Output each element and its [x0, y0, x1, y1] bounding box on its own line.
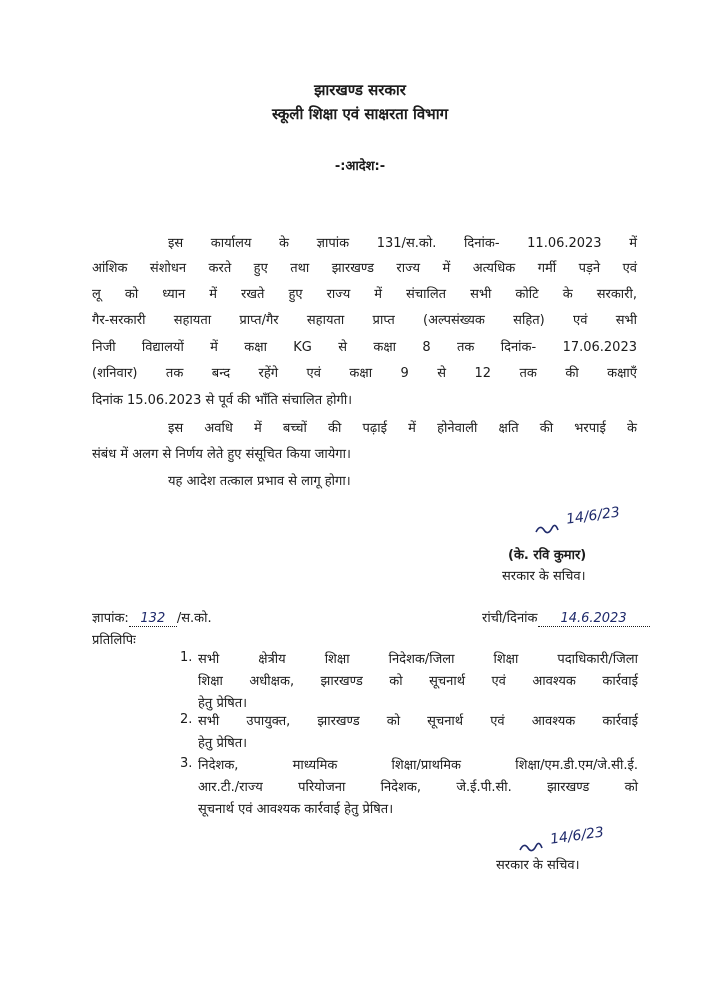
copy-item-number: 3.	[180, 756, 193, 771]
memo-date: 14.6.2023	[538, 611, 650, 627]
para1-line: लू को ध्यान में रखते हुए राज्य में संचालित सभी कोटि के सरकारी,	[92, 287, 637, 302]
place-date-label: रांची/दिनांक	[482, 611, 538, 626]
para1-line: (शनिवार) तक बन्द रहेंगे एवं कक्षा 9 से 12 तक की कक्षाएँ	[92, 366, 637, 381]
signatory-designation: सरकार के सचिव।	[502, 569, 586, 584]
para1-line: गैर-सरकारी सहायता प्राप्त/गैर सहायता प्राप्त (अल्पसंख्यक सहित) एवं सभी	[92, 313, 637, 328]
copy-item-line: निदेशक, माध्यमिक शिक्षा/प्राथमिक शिक्षा/एम.डी.एम/जे.सी.ई.	[198, 758, 638, 773]
copy-item-line: हेतु प्रेषित।	[198, 736, 248, 751]
signatory-name: (के. रवि कुमार)	[508, 548, 587, 563]
memo-reference	[92, 608, 212, 627]
para3-line: यह आदेश तत्काल प्रभाव से लागू होगा।	[168, 474, 351, 489]
para2-line: इस अवधि में बच्चों की पढ़ाई में होनेवाली क्षति की भरपाई के	[168, 421, 637, 436]
copy-item-line: सभी क्षेत्रीय शिक्षा निदेशक/जिला शिक्षा पदाधिकारी/जिला	[198, 652, 638, 667]
para1-line: आंशिक संशोधन करते हुए तथा झारखण्ड राज्य में अत्यधिक गर्मी पड़ने एवं	[92, 261, 637, 276]
para2-line: संबंध में अलग से निर्णय लेते हुए संसूचित किया जायेगा।	[92, 447, 351, 462]
copy-item-line: शिक्षा अधीक्षक, झारखण्ड को सूचनार्थ एवं आवश्यक कार्रवाई	[198, 674, 638, 689]
para1-line: इस कार्यालय के ज्ञापांक 131/स.को. दिनांक- 11.06.2023 में	[168, 236, 637, 251]
copy-item-line: सभी उपायुक्त, झारखण्ड को सूचनार्थ एवं आवश्यक कार्रवाई	[198, 714, 638, 729]
copy-to-label: प्रतिलिपिः	[92, 633, 136, 648]
copy-item-line: सूचनार्थ एवं आवश्यक कार्रवाई हेतु प्रेषित।	[198, 802, 394, 817]
signature-initial-date: 14/6/23	[549, 824, 605, 848]
copy-item-line: आर.टी./राज्य परियोजना निदेशक, जे.ई.पी.सी. झारखण्ड को	[198, 780, 638, 795]
department-heading: स्कूली शिक्षा एवं साक्षरता विभाग	[271, 105, 449, 123]
para1-line: दिनांक 15.06.2023 से पूर्व की भाँति संचालित होगी।	[92, 393, 353, 408]
copy-item-number: 2.	[180, 712, 193, 727]
para1-line: निजी विद्यालयों में कक्षा KG से कक्षा 8 तक दिनांक- 17.06.2023	[92, 340, 637, 355]
order-title: -:आदेश:-	[334, 159, 386, 174]
government-heading: झारखण्ड सरकार	[314, 81, 406, 99]
copy-item-line: हेतु प्रेषित।	[198, 696, 248, 711]
place-date	[482, 608, 650, 627]
signature-initial-date: 14/6/23	[565, 504, 621, 528]
copy-item-number: 1.	[180, 650, 193, 665]
memo-suffix: /स.को.	[176, 611, 212, 626]
bottom-designation: सरकार के सचिव।	[496, 858, 580, 873]
memo-number: 132	[129, 611, 177, 627]
memo-label: ज्ञापांक:	[92, 611, 129, 626]
handwritten-signature	[528, 502, 638, 542]
